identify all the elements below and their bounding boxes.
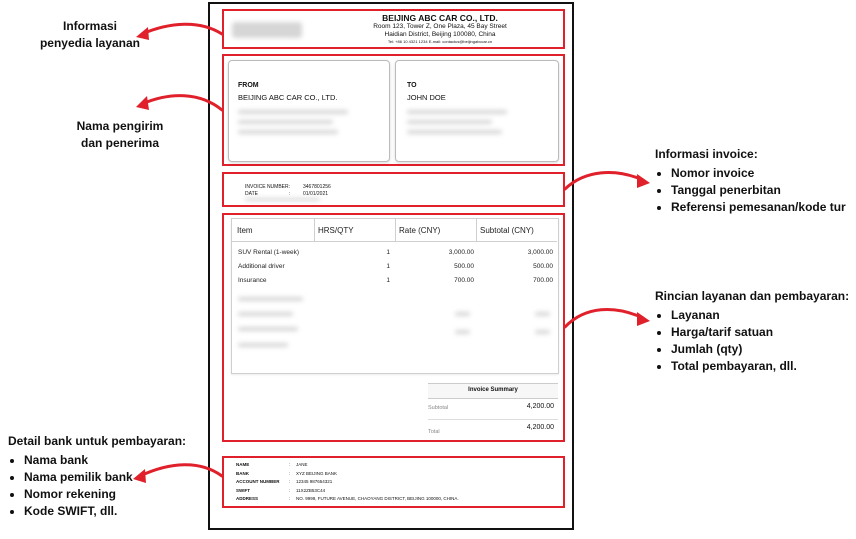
total-label: Total	[428, 429, 440, 435]
bank-address-colon: :	[289, 496, 291, 501]
bank-bank-label: BANK	[236, 470, 249, 476]
arrowhead-invoice-info-icon	[637, 174, 650, 188]
annotation-invoice-info-item: • Referensi pemesanan/kode tur	[671, 199, 855, 216]
row3-rate: 700.00	[454, 277, 474, 284]
row1-rate: 3,000.00	[448, 249, 474, 256]
arrow-details-icon	[565, 309, 643, 327]
total-value: 4,200.00	[526, 424, 554, 431]
annotation-bank-item: • Kode SWIFT, dll.	[24, 503, 208, 520]
annotation-details-item: • Jumlah (qty)	[671, 341, 855, 358]
invoice-number-colon: :	[289, 184, 291, 190]
row3-subtotal: 700.00	[533, 277, 553, 284]
row3-qty: 1	[386, 277, 390, 284]
annotation-bank-title: Detail bank untuk pembayaran:	[8, 434, 187, 448]
header-subtotal: Subtotal (CNY)	[480, 226, 534, 235]
header-qty: HRS/QTY	[318, 226, 354, 235]
annotation-bank-item: • Nama pemilik bank	[24, 469, 208, 486]
company-contact: Tel: +86 10 4321 1234 E-mail: contactus@beijingabccar.cn	[387, 39, 493, 44]
annotation-provider-line2: penyedia layanan	[39, 36, 141, 50]
annotation-sender-line2: dan penerima	[80, 136, 160, 150]
bank-name-colon: :	[289, 462, 291, 467]
invoice-date-label: DATE	[245, 191, 258, 197]
annotation-details-item: • Total pembayaran, dll.	[671, 358, 855, 375]
from-label: FROM	[238, 82, 259, 89]
arrow-sender-icon	[142, 96, 222, 110]
subtotal-label: Subtotal	[428, 405, 449, 411]
invoice-date-value: 01/01/2021	[303, 191, 329, 197]
arrowhead-bank-icon	[133, 469, 146, 483]
row2-qty: 1	[386, 263, 390, 270]
bank-address-value: NO. 9999, FUTURE AVENUE, CHAOYANG DISTRICT, BEIJING 100000, CHINA.	[296, 496, 459, 501]
annotation-details-item: • Layanan	[671, 307, 855, 324]
header-rate: Rate (CNY)	[399, 226, 441, 235]
annotation-bank-item: • Nomor rekening	[24, 486, 208, 503]
arrow-bank-icon	[140, 465, 222, 476]
annotation-invoice-info-item: • Nomor invoice	[671, 165, 855, 182]
from-name: BEIJING ABC CAR CO., LTD.	[238, 93, 338, 102]
arrow-provider-icon	[142, 24, 222, 34]
row2-item: Additional driver	[238, 263, 285, 270]
annotation-details-item: • Harga/tarif satuan	[671, 324, 855, 341]
row1-item: SUV Rental (1-week)	[238, 249, 300, 256]
arrowhead-provider-icon	[136, 27, 149, 40]
company-address-line1: Room 123, Tower Z, One Plaza, 45 Bay Street	[373, 23, 507, 30]
bank-address-label: ADDRESS	[236, 496, 259, 501]
invoice-number-value: 3467801256	[303, 184, 331, 190]
bank-swift-value: 11X2ZB53C44	[296, 487, 326, 493]
annotation-invoice-info-title: Informasi invoice:	[655, 147, 758, 161]
bank-name-label: NAME	[236, 462, 250, 467]
bank-account-value: 12345 987654321	[296, 479, 333, 484]
company-address-line2: Haidian District, Beijing 100080, China	[384, 31, 496, 38]
annotation-invoice-info-item: • Tanggal penerbitan	[671, 182, 855, 199]
annotation-bank-item: • Nama bank	[24, 452, 208, 469]
arrowhead-details-icon	[637, 312, 650, 326]
to-name: JOHN DOE	[407, 93, 446, 102]
row2-rate: 500.00	[454, 263, 474, 270]
annotation-provider-line1: Informasi	[62, 19, 117, 33]
company-name: BEIJING ABC CAR CO., LTD.	[382, 13, 498, 23]
bank-swift-colon: :	[289, 487, 291, 493]
arrow-invoice-info-icon	[565, 173, 643, 189]
bank-bank-value: XYZ BEIJING BANK	[296, 470, 338, 476]
row2-subtotal: 500.00	[533, 263, 553, 270]
bank-account-colon: :	[289, 479, 291, 484]
annotation-sender-line1: Nama pengirim	[76, 119, 164, 133]
summary-title: Invoice Summary	[468, 387, 518, 393]
invoice-number-label: INVOICE NUMBER	[245, 184, 289, 190]
bank-name-value: JANE	[296, 462, 308, 467]
row1-qty: 1	[386, 249, 390, 256]
arrowhead-sender-icon	[136, 96, 149, 110]
row3-item: Insurance	[238, 277, 267, 284]
to-label: TO	[407, 82, 417, 89]
row1-subtotal: 3,000.00	[527, 249, 553, 256]
bank-bank-colon: :	[289, 470, 291, 476]
annotation-details-title: Rincian layanan dan pembayaran:	[655, 289, 850, 303]
subtotal-value: 4,200.00	[526, 403, 554, 410]
bank-swift-label: SWIFT	[236, 487, 250, 493]
bank-account-label: ACCOUNT NUMBER	[236, 479, 280, 484]
header-item: Item	[237, 226, 253, 235]
invoice-date-colon: :	[289, 191, 291, 197]
